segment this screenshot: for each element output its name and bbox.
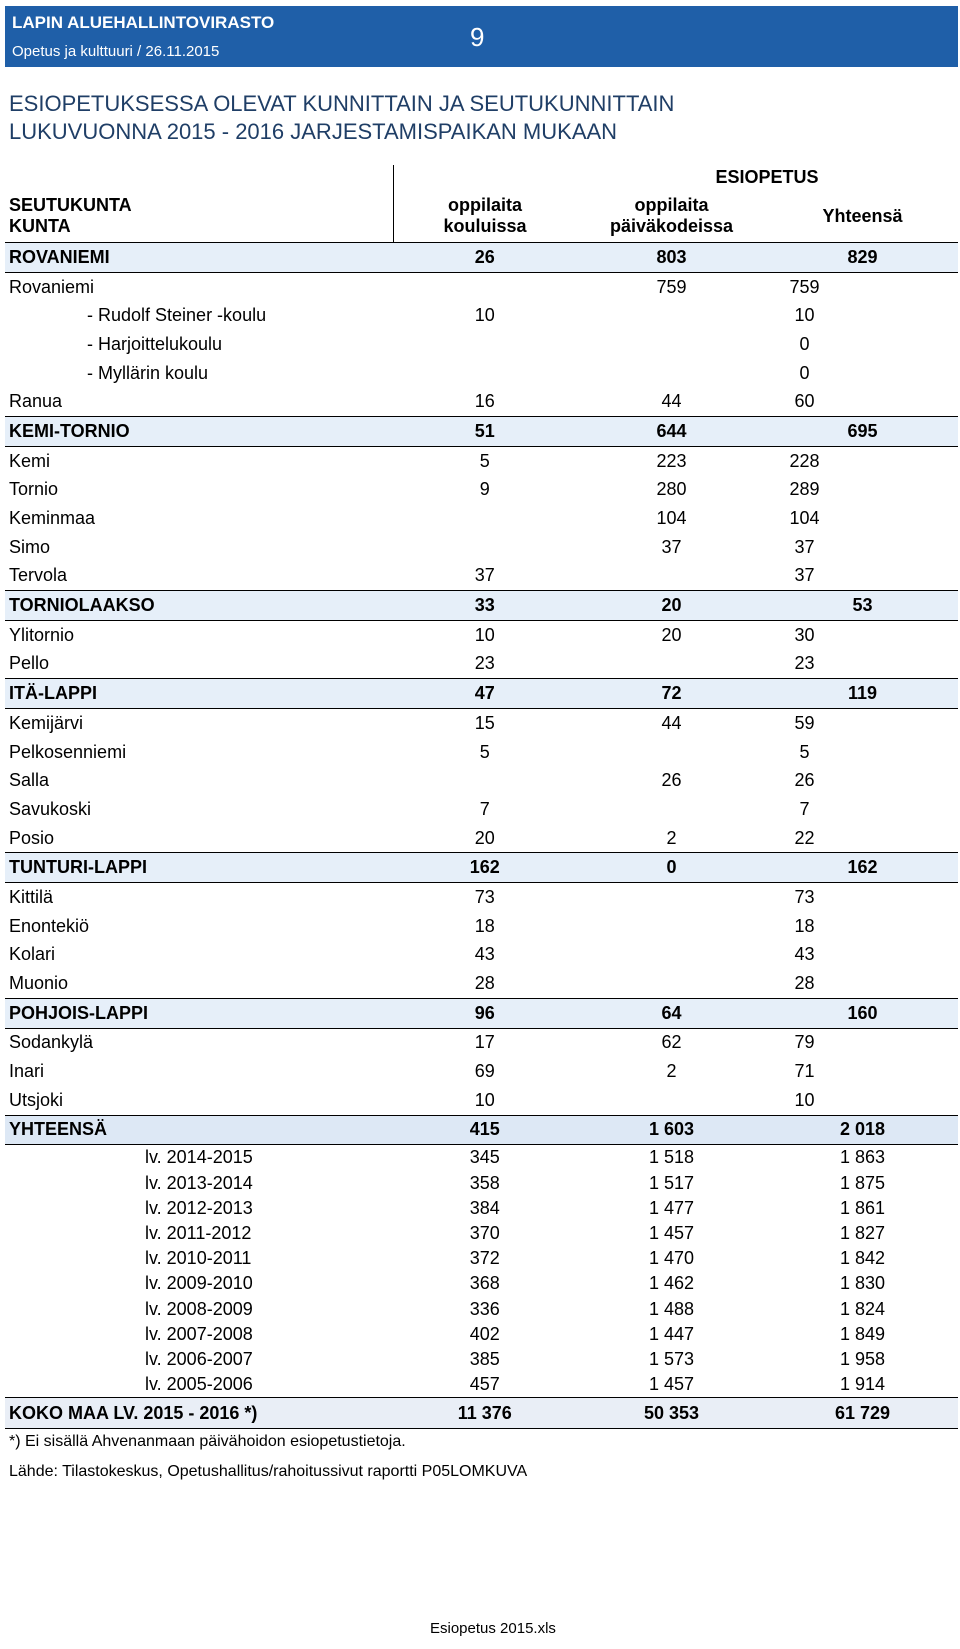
region-row [5, 998, 958, 1028]
total-value: 61 729 [767, 1398, 958, 1429]
row-name: - Rudolf Steiner -koulu [87, 305, 267, 326]
schools-value: 415 [394, 1115, 577, 1145]
schools-value: 345 [469, 1147, 500, 1168]
row-name: lv. 2010-2011 [145, 1248, 252, 1269]
municipality-row [5, 883, 958, 912]
total-value: 26 [794, 770, 815, 791]
daycare-value: 0 [576, 853, 767, 883]
daycare-column-header [576, 190, 767, 243]
total-value: 37 [794, 565, 815, 586]
total-value: 1 863 [839, 1147, 886, 1168]
total-value: 1 827 [839, 1222, 886, 1243]
total-value: 228 [789, 450, 820, 471]
daycare-value [576, 562, 767, 591]
daycare-value: 1 603 [576, 1115, 767, 1145]
municipality-row [5, 912, 958, 941]
schools-value: 18 [474, 915, 495, 936]
schools-value: 384 [469, 1197, 500, 1218]
municipality-row [5, 709, 958, 738]
schools-value: 69 [474, 1061, 495, 1082]
history-row [5, 1347, 958, 1372]
daycare-value [576, 738, 767, 767]
daycare-value: 26 [661, 770, 682, 791]
total-value: 7 [799, 798, 810, 819]
total-value: 1 861 [839, 1197, 886, 1218]
history-row [5, 1221, 958, 1246]
row-name: lv. 2006-2007 [145, 1348, 253, 1369]
schools-value: 370 [469, 1222, 500, 1243]
daycare-value: 1 477 [648, 1197, 695, 1218]
total-value: 10 [794, 305, 815, 326]
schools-value: 47 [394, 679, 577, 709]
schools-value: 28 [474, 973, 495, 994]
daycare-value: 1 518 [648, 1147, 695, 1168]
daycare-value: 44 [661, 391, 682, 412]
schools-value: 385 [469, 1348, 500, 1369]
grand-total-row [5, 1115, 958, 1145]
municipality-row [5, 795, 958, 824]
daycare-value: 37 [661, 536, 682, 557]
footnote: *) Ei sisällä Ahvenanmaan päivähoidon esiopetustietoja. [9, 1433, 406, 1450]
daycare-value: 1 457 [648, 1374, 695, 1395]
row-name: lv. 2011-2012 [145, 1222, 252, 1243]
region-row [5, 679, 958, 709]
row-name: Kemi [9, 450, 51, 471]
daycare-value: 72 [576, 679, 767, 709]
daycare-value: 759 [656, 276, 687, 297]
history-row [5, 1145, 958, 1171]
row-name: lv. 2007-2008 [145, 1323, 253, 1344]
daycare-value [576, 883, 767, 912]
row-name: Posio [9, 827, 55, 848]
daycare-value: 20 [661, 624, 682, 645]
table-header-row-2 [5, 190, 958, 243]
municipality-row [5, 562, 958, 591]
municipality-row [5, 650, 958, 679]
schools-value: 23 [474, 653, 495, 674]
row-name: Enontekiö [9, 915, 90, 936]
municipality-row [5, 969, 958, 998]
schools-value: 402 [469, 1323, 500, 1344]
municipality-row [5, 272, 958, 301]
municipality-row [5, 766, 958, 795]
row-name: Sodankylä [9, 1032, 94, 1053]
municipality-row [5, 301, 958, 330]
national-total-row [5, 1398, 958, 1429]
history-row [5, 1372, 958, 1398]
total-value: 79 [794, 1032, 815, 1053]
total-value: 1 849 [839, 1323, 886, 1344]
daycare-value: 1 457 [648, 1222, 695, 1243]
page-number: 9 [470, 22, 485, 52]
schools-value: 358 [469, 1172, 500, 1193]
row-name: lv. 2008-2009 [145, 1298, 253, 1319]
region-row [5, 853, 958, 883]
daycare-value: 1 470 [648, 1248, 695, 1269]
group-header: ESIOPETUS [715, 167, 819, 187]
history-row [5, 1196, 958, 1221]
daycare-value [576, 941, 767, 970]
source-note: Lähde: Tilastokeskus, Opetushallitus/rahoitussivut raportti P05LOMKUVA [9, 1463, 528, 1480]
daycare-value [576, 650, 767, 679]
municipality-row [5, 1028, 958, 1057]
region-header-line-1: SEUTUKUNTA [9, 195, 132, 215]
schools-value: 10 [474, 305, 495, 326]
total-value: 289 [789, 479, 820, 500]
total-value: 59 [794, 712, 815, 733]
daycare-value [576, 912, 767, 941]
total-value: 1 842 [839, 1248, 886, 1269]
municipality-row [5, 359, 958, 388]
total-value: 2 018 [767, 1115, 958, 1145]
schools-value: 5 [479, 450, 490, 471]
schools-value: 457 [469, 1374, 500, 1395]
department-date: Opetus ja kulttuuri / 26.11.2015 [12, 43, 220, 60]
total-value: 22 [794, 827, 815, 848]
row-name: Simo [9, 536, 51, 557]
organization-name: LAPIN ALUEHALLINTOVIRASTO [12, 13, 275, 32]
schools-value [394, 359, 577, 388]
total-value: 160 [767, 998, 958, 1028]
daycare-value: 1 447 [648, 1323, 695, 1344]
total-value: 37 [794, 536, 815, 557]
schools-value: 5 [479, 741, 490, 762]
table-body [5, 165, 958, 1429]
row-name: lv. 2009-2010 [145, 1273, 253, 1294]
schools-value: 336 [469, 1298, 500, 1319]
daycare-value [576, 969, 767, 998]
schools-value: 43 [474, 944, 495, 965]
region-row [5, 243, 958, 273]
daycare-value: 1 573 [648, 1348, 695, 1369]
municipality-row [5, 533, 958, 562]
row-name: lv. 2012-2013 [145, 1197, 253, 1218]
schools-value: 9 [479, 479, 490, 500]
row-name: POHJOIS-LAPPI [5, 998, 394, 1028]
daycare-value: 1 517 [648, 1172, 695, 1193]
row-name: lv. 2013-2014 [145, 1172, 253, 1193]
row-name: Ranua [9, 391, 63, 412]
row-name: TUNTURI-LAPPI [5, 853, 394, 883]
total-value: 73 [794, 886, 815, 907]
daycare-value: 2 [666, 827, 677, 848]
schools-value [394, 504, 577, 533]
row-name: Kittilä [9, 886, 54, 907]
municipality-row [5, 446, 958, 475]
total-value: 162 [767, 853, 958, 883]
total-value: 30 [794, 624, 815, 645]
schools-value: 26 [394, 243, 577, 273]
schools-value [394, 766, 577, 795]
daycare-value: 1 488 [648, 1298, 695, 1319]
schools-value: 37 [474, 565, 495, 586]
total-value: 60 [794, 391, 815, 412]
daycare-value: 62 [661, 1032, 682, 1053]
total-value: 695 [767, 417, 958, 447]
daycare-value [576, 795, 767, 824]
row-name: Tervola [9, 565, 68, 586]
row-name: Savukoski [9, 798, 92, 819]
total-value: 10 [794, 1089, 815, 1110]
row-name: KEMI-TORNIO [5, 417, 394, 447]
history-row [5, 1171, 958, 1196]
total-value: 1 958 [839, 1348, 886, 1369]
schools-value: 10 [474, 624, 495, 645]
total-value: 0 [799, 362, 810, 383]
row-name: Tornio [9, 479, 59, 500]
row-name: Kolari [9, 944, 56, 965]
municipality-row [5, 824, 958, 853]
title-line-1: ESIOPETUKSESSA OLEVAT KUNNITTAIN JA SEUTUKUNNITTAIN [9, 91, 675, 116]
municipality-row [5, 1086, 958, 1115]
row-name: ITÄ-LAPPI [5, 679, 394, 709]
history-row [5, 1322, 958, 1347]
schools-header-line-2: kouluissa [443, 216, 527, 236]
file-name: Esiopetus 2015.xls [430, 1620, 556, 1637]
schools-header-line-1: oppilaita [447, 195, 522, 215]
row-name: Ylitornio [9, 624, 75, 645]
total-value: 1 830 [839, 1273, 886, 1294]
daycare-value: 104 [656, 508, 687, 529]
total-value: 119 [767, 679, 958, 709]
schools-value: 20 [474, 827, 495, 848]
region-header-line-2: KUNTA [9, 216, 71, 236]
daycare-value [576, 301, 767, 330]
daycare-value: 50 353 [576, 1398, 767, 1429]
schools-value: 16 [474, 391, 495, 412]
total-column-header: Yhteensä [767, 190, 958, 243]
daycare-value: 280 [656, 479, 687, 500]
total-value: 71 [794, 1061, 815, 1082]
total-value: 5 [799, 741, 810, 762]
daycare-value: 2 [666, 1061, 677, 1082]
region-row [5, 417, 958, 447]
total-value: 18 [794, 915, 815, 936]
schools-value: 11 376 [394, 1398, 577, 1429]
schools-value [394, 330, 577, 359]
municipality-row [5, 941, 958, 970]
preschool-table [5, 165, 958, 1429]
daycare-value [576, 1086, 767, 1115]
schools-value: 162 [394, 853, 577, 883]
daycare-value [576, 330, 767, 359]
municipality-row [5, 738, 958, 767]
schools-value: 33 [394, 591, 577, 621]
schools-value: 372 [469, 1248, 500, 1269]
row-name: Pello [9, 653, 50, 674]
daycare-value: 64 [576, 998, 767, 1028]
daycare-value: 223 [656, 450, 687, 471]
row-name: YHTEENSÄ [5, 1115, 394, 1145]
daycare-value: 20 [576, 591, 767, 621]
municipality-row [5, 330, 958, 359]
total-value: 759 [789, 276, 820, 297]
history-row [5, 1296, 958, 1321]
total-value: 1 914 [839, 1374, 886, 1395]
municipality-row [5, 476, 958, 505]
row-name: lv. 2005-2006 [145, 1374, 253, 1395]
municipality-row [5, 387, 958, 416]
row-name: ROVANIEMI [5, 243, 394, 273]
region-column-header [5, 190, 394, 243]
daycare-value: 44 [661, 712, 682, 733]
schools-value: 17 [474, 1032, 495, 1053]
schools-value: 7 [479, 798, 490, 819]
title-line-2: LUKUVUONNA 2015 - 2016 JARJESTAMISPAIKAN MUKAAN [9, 119, 618, 144]
schools-value: 10 [474, 1089, 495, 1110]
history-row [5, 1271, 958, 1296]
schools-value: 73 [474, 886, 495, 907]
row-name: TORNIOLAAKSO [5, 591, 394, 621]
total-value: 1 824 [839, 1298, 886, 1319]
daycare-value: 803 [576, 243, 767, 273]
row-name: Salla [9, 770, 50, 791]
total-value: 23 [794, 653, 815, 674]
total-value: 53 [767, 591, 958, 621]
row-name: Kemijärvi [9, 712, 84, 733]
total-value: 104 [789, 508, 820, 529]
daycare-value [576, 359, 767, 388]
row-name: Pelkosenniemi [9, 741, 127, 762]
page-header [5, 6, 958, 67]
table-header-row-1 [5, 165, 958, 190]
schools-value: 96 [394, 998, 577, 1028]
total-value: 1 875 [839, 1172, 886, 1193]
daycare-header-line-1: oppilaita [634, 195, 709, 215]
schools-value: 368 [469, 1273, 500, 1294]
row-name: Keminmaa [9, 508, 96, 529]
schools-value [394, 272, 577, 301]
row-name: - Harjoittelukoulu [87, 333, 223, 354]
row-name: Muonio [9, 973, 69, 994]
row-name: lv. 2014-2015 [145, 1147, 253, 1168]
row-name: Rovaniemi [9, 276, 95, 297]
municipality-row [5, 1057, 958, 1086]
row-name: Utsjoki [9, 1089, 64, 1110]
history-row [5, 1246, 958, 1271]
row-name: - Myllärin koulu [87, 362, 209, 383]
total-value: 829 [767, 243, 958, 273]
document-title [9, 90, 674, 146]
row-name: Inari [9, 1061, 45, 1082]
total-value: 28 [794, 973, 815, 994]
total-value: 43 [794, 944, 815, 965]
daycare-header-line-2: päiväkodeissa [609, 216, 734, 236]
region-row [5, 591, 958, 621]
municipality-row [5, 504, 958, 533]
schools-value: 51 [394, 417, 577, 447]
municipality-row [5, 620, 958, 649]
daycare-value: 644 [576, 417, 767, 447]
schools-column-header [394, 190, 577, 243]
schools-value [394, 533, 577, 562]
total-value: 0 [799, 333, 810, 354]
schools-value: 15 [474, 712, 495, 733]
row-name: KOKO MAA LV. 2015 - 2016 *) [5, 1398, 394, 1429]
daycare-value: 1 462 [648, 1273, 695, 1294]
